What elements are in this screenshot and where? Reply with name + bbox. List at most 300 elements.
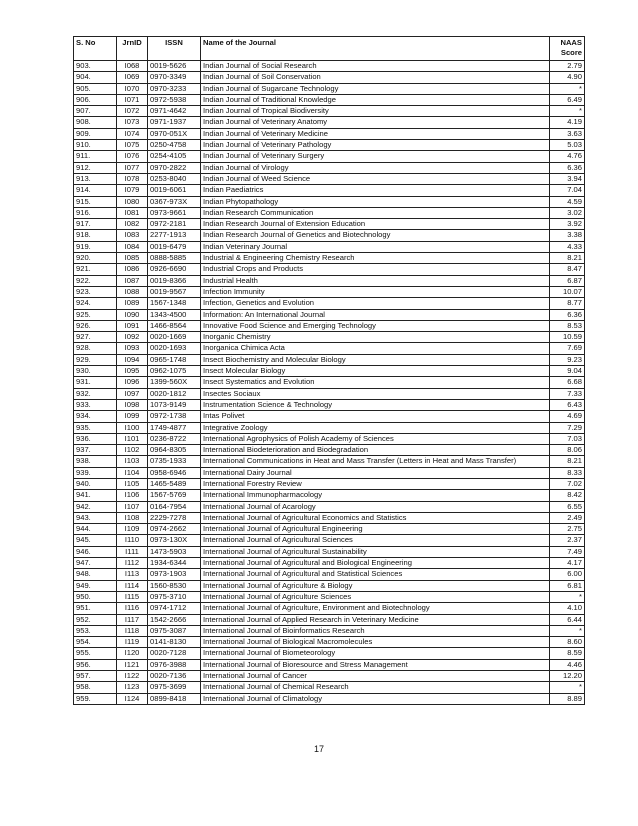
cell-jrnid: I104 bbox=[117, 467, 148, 478]
cell-sno: 959. bbox=[74, 693, 117, 704]
cell-sno: 913. bbox=[74, 173, 117, 184]
cell-sno: 938. bbox=[74, 456, 117, 467]
cell-issn: 0975-3087 bbox=[148, 625, 201, 636]
cell-sno: 931. bbox=[74, 377, 117, 388]
cell-issn: 0019-9567 bbox=[148, 286, 201, 297]
cell-journal-name: Innovative Food Science and Emerging Technology bbox=[201, 320, 550, 331]
cell-sno: 935. bbox=[74, 422, 117, 433]
cell-journal-name: Intas Polivet bbox=[201, 411, 550, 422]
cell-jrnid: I073 bbox=[117, 117, 148, 128]
cell-naas-score: * bbox=[550, 106, 585, 117]
cell-naas-score: 2.37 bbox=[550, 535, 585, 546]
cell-naas-score: 8.21 bbox=[550, 253, 585, 264]
cell-journal-name: International Journal of Climatology bbox=[201, 693, 550, 704]
cell-journal-name: Indian Journal of Social Research bbox=[201, 61, 550, 72]
cell-naas-score: 2.79 bbox=[550, 61, 585, 72]
table-row bbox=[74, 467, 585, 478]
cell-sno: 909. bbox=[74, 128, 117, 139]
cell-journal-name: Indian Phytopathology bbox=[201, 196, 550, 207]
cell-journal-name: Insect Biochemistry and Molecular Biology bbox=[201, 354, 550, 365]
cell-sno: 956. bbox=[74, 659, 117, 670]
table-row bbox=[74, 422, 585, 433]
cell-issn: 0962-1075 bbox=[148, 366, 201, 377]
cell-journal-name: Integrative Zoology bbox=[201, 422, 550, 433]
cell-naas-score: 6.81 bbox=[550, 580, 585, 591]
cell-issn: 0019-5626 bbox=[148, 61, 201, 72]
cell-sno: 928. bbox=[74, 343, 117, 354]
cell-issn: 0020-1669 bbox=[148, 332, 201, 343]
cell-issn: 0975-3710 bbox=[148, 591, 201, 602]
cell-sno: 950. bbox=[74, 591, 117, 602]
cell-jrnid: I100 bbox=[117, 422, 148, 433]
cell-jrnid: I085 bbox=[117, 253, 148, 264]
cell-journal-name: International Journal of Agricultural Economics and Statistics bbox=[201, 512, 550, 523]
cell-sno: 934. bbox=[74, 411, 117, 422]
cell-issn: 1560-8530 bbox=[148, 580, 201, 591]
cell-jrnid: I071 bbox=[117, 94, 148, 105]
table-row bbox=[74, 693, 585, 704]
cell-journal-name: International Immunopharmacology bbox=[201, 490, 550, 501]
cell-sno: 907. bbox=[74, 106, 117, 117]
cell-issn: 1473-5903 bbox=[148, 546, 201, 557]
cell-issn: 0020-7136 bbox=[148, 671, 201, 682]
cell-naas-score: 8.33 bbox=[550, 467, 585, 478]
cell-sno: 945. bbox=[74, 535, 117, 546]
cell-sno: 922. bbox=[74, 275, 117, 286]
journal-table-container bbox=[73, 36, 582, 705]
table-row bbox=[74, 637, 585, 648]
cell-issn: 0964-8305 bbox=[148, 445, 201, 456]
table-row bbox=[74, 648, 585, 659]
cell-sno: 918. bbox=[74, 230, 117, 241]
cell-jrnid: I111 bbox=[117, 546, 148, 557]
cell-issn: 0250-4758 bbox=[148, 140, 201, 151]
cell-issn: 0974-1712 bbox=[148, 603, 201, 614]
table-row bbox=[74, 320, 585, 331]
cell-journal-name: International Journal of Agricultural Sciences bbox=[201, 535, 550, 546]
table-row bbox=[74, 478, 585, 489]
cell-jrnid: I088 bbox=[117, 286, 148, 297]
cell-issn: 1399-560X bbox=[148, 377, 201, 388]
cell-issn: 1934-6344 bbox=[148, 558, 201, 569]
cell-jrnid: I080 bbox=[117, 196, 148, 207]
cell-naas-score: 8.47 bbox=[550, 264, 585, 275]
cell-jrnid: I105 bbox=[117, 478, 148, 489]
cell-naas-score: 4.76 bbox=[550, 151, 585, 162]
cell-journal-name: Indian Research Journal of Extension Education bbox=[201, 219, 550, 230]
cell-jrnid: I114 bbox=[117, 580, 148, 591]
cell-journal-name: Indian Journal of Sugarcane Technology bbox=[201, 83, 550, 94]
cell-jrnid: I109 bbox=[117, 524, 148, 535]
cell-naas-score: 6.87 bbox=[550, 275, 585, 286]
cell-sno: 944. bbox=[74, 524, 117, 535]
header-naas-line2: Score bbox=[560, 48, 582, 57]
table-row bbox=[74, 558, 585, 569]
cell-sno: 904. bbox=[74, 72, 117, 83]
cell-jrnid: I124 bbox=[117, 693, 148, 704]
cell-jrnid: I117 bbox=[117, 614, 148, 625]
cell-journal-name: Insect Molecular Biology bbox=[201, 366, 550, 377]
cell-jrnid: I099 bbox=[117, 411, 148, 422]
table-row bbox=[74, 445, 585, 456]
cell-issn: 1465-5489 bbox=[148, 478, 201, 489]
cell-journal-name: International Journal of Agriculture, Environment and Biotechnology bbox=[201, 603, 550, 614]
cell-jrnid: I091 bbox=[117, 320, 148, 331]
cell-naas-score: 9.23 bbox=[550, 354, 585, 365]
header-naas-score bbox=[550, 37, 585, 61]
cell-journal-name: Inorganica Chimica Acta bbox=[201, 343, 550, 354]
cell-journal-name: Indian Veterinary Journal bbox=[201, 241, 550, 252]
cell-sno: 940. bbox=[74, 478, 117, 489]
cell-issn: 1567-1348 bbox=[148, 298, 201, 309]
table-row bbox=[74, 162, 585, 173]
cell-naas-score: 8.60 bbox=[550, 637, 585, 648]
cell-journal-name: Indian Journal of Veterinary Pathology bbox=[201, 140, 550, 151]
cell-issn: 0976-3988 bbox=[148, 659, 201, 670]
cell-naas-score: 4.33 bbox=[550, 241, 585, 252]
cell-sno: 919. bbox=[74, 241, 117, 252]
table-row bbox=[74, 173, 585, 184]
table-row bbox=[74, 524, 585, 535]
cell-sno: 957. bbox=[74, 671, 117, 682]
cell-sno: 929. bbox=[74, 354, 117, 365]
cell-sno: 941. bbox=[74, 490, 117, 501]
table-row bbox=[74, 411, 585, 422]
cell-issn: 0164-7954 bbox=[148, 501, 201, 512]
cell-issn: 0971-4642 bbox=[148, 106, 201, 117]
cell-journal-name: Industrial & Engineering Chemistry Research bbox=[201, 253, 550, 264]
cell-naas-score: 6.43 bbox=[550, 399, 585, 410]
cell-naas-score: 8.53 bbox=[550, 320, 585, 331]
cell-sno: 952. bbox=[74, 614, 117, 625]
table-row bbox=[74, 535, 585, 546]
cell-naas-score: 7.69 bbox=[550, 343, 585, 354]
table-row bbox=[74, 253, 585, 264]
cell-naas-score: 8.42 bbox=[550, 490, 585, 501]
cell-jrnid: I094 bbox=[117, 354, 148, 365]
table-header-row bbox=[74, 37, 585, 61]
cell-naas-score: 8.59 bbox=[550, 648, 585, 659]
cell-naas-score: 3.38 bbox=[550, 230, 585, 241]
cell-jrnid: I123 bbox=[117, 682, 148, 693]
table-row bbox=[74, 128, 585, 139]
table-row bbox=[74, 275, 585, 286]
cell-journal-name: International Biodeterioration and Biodegradation bbox=[201, 445, 550, 456]
table-row bbox=[74, 332, 585, 343]
cell-jrnid: I077 bbox=[117, 162, 148, 173]
cell-sno: 943. bbox=[74, 512, 117, 523]
cell-sno: 958. bbox=[74, 682, 117, 693]
cell-journal-name: International Journal of Bioinformatics Research bbox=[201, 625, 550, 636]
cell-issn: 0958-6946 bbox=[148, 467, 201, 478]
cell-journal-name: Indian Journal of Virology bbox=[201, 162, 550, 173]
table-row bbox=[74, 207, 585, 218]
cell-sno: 926. bbox=[74, 320, 117, 331]
header-jrnid: JrnID bbox=[117, 37, 148, 61]
cell-issn: 1343-4500 bbox=[148, 309, 201, 320]
cell-jrnid: I118 bbox=[117, 625, 148, 636]
cell-issn: 0926-6690 bbox=[148, 264, 201, 275]
cell-jrnid: I092 bbox=[117, 332, 148, 343]
cell-jrnid: I112 bbox=[117, 558, 148, 569]
table-row bbox=[74, 682, 585, 693]
cell-naas-score: 4.46 bbox=[550, 659, 585, 670]
cell-naas-score: 4.17 bbox=[550, 558, 585, 569]
cell-jrnid: I103 bbox=[117, 456, 148, 467]
cell-naas-score: 7.29 bbox=[550, 422, 585, 433]
cell-issn: 0019-6061 bbox=[148, 185, 201, 196]
cell-sno: 948. bbox=[74, 569, 117, 580]
table-row bbox=[74, 298, 585, 309]
cell-sno: 917. bbox=[74, 219, 117, 230]
cell-issn: 0973-9661 bbox=[148, 207, 201, 218]
table-row bbox=[74, 185, 585, 196]
cell-naas-score: 7.04 bbox=[550, 185, 585, 196]
cell-journal-name: International Journal of Agricultural and Biological Engineering bbox=[201, 558, 550, 569]
cell-jrnid: I079 bbox=[117, 185, 148, 196]
cell-journal-name: Industrial Crops and Products bbox=[201, 264, 550, 275]
cell-jrnid: I120 bbox=[117, 648, 148, 659]
cell-issn: 0236-8722 bbox=[148, 433, 201, 444]
cell-sno: 942. bbox=[74, 501, 117, 512]
table-row bbox=[74, 546, 585, 557]
table-row bbox=[74, 264, 585, 275]
cell-issn: 0254-4105 bbox=[148, 151, 201, 162]
cell-issn: 0973-130X bbox=[148, 535, 201, 546]
table-row bbox=[74, 591, 585, 602]
cell-issn: 0888-5885 bbox=[148, 253, 201, 264]
cell-journal-name: Information: An International Journal bbox=[201, 309, 550, 320]
cell-sno: 949. bbox=[74, 580, 117, 591]
cell-sno: 937. bbox=[74, 445, 117, 456]
cell-sno: 905. bbox=[74, 83, 117, 94]
cell-issn: 0971-1937 bbox=[148, 117, 201, 128]
cell-jrnid: I082 bbox=[117, 219, 148, 230]
cell-sno: 936. bbox=[74, 433, 117, 444]
table-row bbox=[74, 343, 585, 354]
cell-issn: 0735-1933 bbox=[148, 456, 201, 467]
table-row bbox=[74, 659, 585, 670]
cell-jrnid: I087 bbox=[117, 275, 148, 286]
cell-issn: 0970-3349 bbox=[148, 72, 201, 83]
table-row bbox=[74, 625, 585, 636]
cell-naas-score: * bbox=[550, 682, 585, 693]
cell-naas-score: 6.36 bbox=[550, 162, 585, 173]
cell-naas-score: 6.44 bbox=[550, 614, 585, 625]
cell-issn: 0899-8418 bbox=[148, 693, 201, 704]
table-row bbox=[74, 94, 585, 105]
cell-naas-score: 3.94 bbox=[550, 173, 585, 184]
cell-journal-name: International Journal of Agriculture & Biology bbox=[201, 580, 550, 591]
table-row bbox=[74, 230, 585, 241]
cell-journal-name: International Dairy Journal bbox=[201, 467, 550, 478]
page-number: 17 bbox=[313, 744, 324, 754]
cell-sno: 930. bbox=[74, 366, 117, 377]
table-row bbox=[74, 106, 585, 117]
cell-journal-name: Indian Journal of Weed Science bbox=[201, 173, 550, 184]
table-row bbox=[74, 241, 585, 252]
cell-naas-score: 2.75 bbox=[550, 524, 585, 535]
cell-journal-name: International Journal of Biometeorology bbox=[201, 648, 550, 659]
table-row bbox=[74, 569, 585, 580]
cell-jrnid: I108 bbox=[117, 512, 148, 523]
cell-journal-name: Indian Research Journal of Genetics and Biotechnology bbox=[201, 230, 550, 241]
cell-sno: 921. bbox=[74, 264, 117, 275]
cell-issn: 0019-8366 bbox=[148, 275, 201, 286]
cell-issn: 1466-8564 bbox=[148, 320, 201, 331]
cell-naas-score: 3.92 bbox=[550, 219, 585, 230]
cell-sno: 908. bbox=[74, 117, 117, 128]
cell-sno: 916. bbox=[74, 207, 117, 218]
cell-jrnid: I113 bbox=[117, 569, 148, 580]
cell-naas-score: 4.10 bbox=[550, 603, 585, 614]
cell-naas-score: * bbox=[550, 83, 585, 94]
table-row bbox=[74, 580, 585, 591]
cell-journal-name: International Agrophysics of Polish Academy of Sciences bbox=[201, 433, 550, 444]
cell-naas-score: 5.03 bbox=[550, 140, 585, 151]
cell-journal-name: International Journal of Agriculture Sciences bbox=[201, 591, 550, 602]
cell-journal-name: Indian Journal of Veterinary Medicine bbox=[201, 128, 550, 139]
table-row bbox=[74, 61, 585, 72]
cell-journal-name: Insect Systematics and Evolution bbox=[201, 377, 550, 388]
table-row bbox=[74, 614, 585, 625]
cell-sno: 923. bbox=[74, 286, 117, 297]
journal-table bbox=[73, 36, 585, 705]
cell-jrnid: I072 bbox=[117, 106, 148, 117]
cell-naas-score: 8.77 bbox=[550, 298, 585, 309]
cell-sno: 906. bbox=[74, 94, 117, 105]
cell-jrnid: I093 bbox=[117, 343, 148, 354]
cell-jrnid: I107 bbox=[117, 501, 148, 512]
cell-journal-name: International Journal of Agricultural Sustainability bbox=[201, 546, 550, 557]
cell-issn: 0020-7128 bbox=[148, 648, 201, 659]
cell-jrnid: I096 bbox=[117, 377, 148, 388]
cell-journal-name: Indian Journal of Veterinary Anatomy bbox=[201, 117, 550, 128]
cell-jrnid: I068 bbox=[117, 61, 148, 72]
cell-jrnid: I076 bbox=[117, 151, 148, 162]
cell-sno: 927. bbox=[74, 332, 117, 343]
cell-journal-name: Instrumentation Science & Technology bbox=[201, 399, 550, 410]
cell-sno: 920. bbox=[74, 253, 117, 264]
cell-naas-score: 3.02 bbox=[550, 207, 585, 218]
cell-journal-name: Indian Paediatrics bbox=[201, 185, 550, 196]
cell-issn: 0141-8130 bbox=[148, 637, 201, 648]
cell-jrnid: I115 bbox=[117, 591, 148, 602]
header-sno: S. No bbox=[74, 37, 117, 61]
cell-sno: 903. bbox=[74, 61, 117, 72]
cell-journal-name: International Journal of Acarology bbox=[201, 501, 550, 512]
cell-sno: 933. bbox=[74, 399, 117, 410]
cell-naas-score: 12.20 bbox=[550, 671, 585, 682]
table-row bbox=[74, 512, 585, 523]
cell-issn: 0020-1812 bbox=[148, 388, 201, 399]
cell-naas-score: 8.89 bbox=[550, 693, 585, 704]
cell-naas-score: 6.36 bbox=[550, 309, 585, 320]
header-issn: ISSN bbox=[148, 37, 201, 61]
cell-sno: 924. bbox=[74, 298, 117, 309]
cell-jrnid: I070 bbox=[117, 83, 148, 94]
cell-naas-score: 7.33 bbox=[550, 388, 585, 399]
cell-sno: 954. bbox=[74, 637, 117, 648]
cell-jrnid: I106 bbox=[117, 490, 148, 501]
cell-issn: 0970-2822 bbox=[148, 162, 201, 173]
cell-jrnid: I121 bbox=[117, 659, 148, 670]
table-row bbox=[74, 286, 585, 297]
cell-journal-name: International Journal of Applied Research in Veterinary Medicine bbox=[201, 614, 550, 625]
cell-jrnid: I095 bbox=[117, 366, 148, 377]
table-row bbox=[74, 140, 585, 151]
cell-naas-score: 8.06 bbox=[550, 445, 585, 456]
cell-sno: 910. bbox=[74, 140, 117, 151]
table-row bbox=[74, 377, 585, 388]
cell-issn: 1567-5769 bbox=[148, 490, 201, 501]
table-row bbox=[74, 366, 585, 377]
cell-journal-name: International Journal of Agricultural and Statistical Sciences bbox=[201, 569, 550, 580]
cell-jrnid: I098 bbox=[117, 399, 148, 410]
cell-issn: 0965-1748 bbox=[148, 354, 201, 365]
cell-naas-score: 7.49 bbox=[550, 546, 585, 557]
table-row bbox=[74, 671, 585, 682]
cell-naas-score: 2.49 bbox=[550, 512, 585, 523]
cell-sno: 932. bbox=[74, 388, 117, 399]
cell-issn: 2277-1913 bbox=[148, 230, 201, 241]
cell-journal-name: International Journal of Chemical Research bbox=[201, 682, 550, 693]
cell-naas-score: 6.00 bbox=[550, 569, 585, 580]
cell-issn: 0972-1738 bbox=[148, 411, 201, 422]
table-row bbox=[74, 399, 585, 410]
cell-naas-score: 7.02 bbox=[550, 478, 585, 489]
cell-jrnid: I074 bbox=[117, 128, 148, 139]
cell-issn: 0970-051X bbox=[148, 128, 201, 139]
table-row bbox=[74, 219, 585, 230]
cell-issn: 2229-7278 bbox=[148, 512, 201, 523]
cell-naas-score: 6.49 bbox=[550, 94, 585, 105]
cell-journal-name: Infection Immunity bbox=[201, 286, 550, 297]
cell-naas-score: 8.21 bbox=[550, 456, 585, 467]
table-row bbox=[74, 309, 585, 320]
cell-jrnid: I102 bbox=[117, 445, 148, 456]
cell-journal-name: International Journal of Cancer bbox=[201, 671, 550, 682]
table-row bbox=[74, 490, 585, 501]
table-body bbox=[74, 61, 585, 705]
cell-sno: 911. bbox=[74, 151, 117, 162]
table-row bbox=[74, 388, 585, 399]
cell-sno: 939. bbox=[74, 467, 117, 478]
cell-sno: 914. bbox=[74, 185, 117, 196]
cell-issn: 0973-1903 bbox=[148, 569, 201, 580]
cell-naas-score: 3.63 bbox=[550, 128, 585, 139]
cell-naas-score: * bbox=[550, 591, 585, 602]
cell-journal-name: International Journal of Biological Macromolecules bbox=[201, 637, 550, 648]
cell-jrnid: I097 bbox=[117, 388, 148, 399]
cell-issn: 0972-2181 bbox=[148, 219, 201, 230]
cell-issn: 1749-4877 bbox=[148, 422, 201, 433]
cell-naas-score: 7.03 bbox=[550, 433, 585, 444]
cell-journal-name: Insectes Sociaux bbox=[201, 388, 550, 399]
table-row bbox=[74, 151, 585, 162]
cell-journal-name: Indian Journal of Veterinary Surgery bbox=[201, 151, 550, 162]
cell-journal-name: Indian Journal of Tropical Biodiversity bbox=[201, 106, 550, 117]
cell-issn: 0975-3699 bbox=[148, 682, 201, 693]
cell-jrnid: I081 bbox=[117, 207, 148, 218]
cell-journal-name: Indian Journal of Soil Conservation bbox=[201, 72, 550, 83]
cell-sno: 925. bbox=[74, 309, 117, 320]
table-row bbox=[74, 456, 585, 467]
cell-issn: 0367-973X bbox=[148, 196, 201, 207]
cell-issn: 0253-8040 bbox=[148, 173, 201, 184]
table-row bbox=[74, 501, 585, 512]
table-row bbox=[74, 83, 585, 94]
